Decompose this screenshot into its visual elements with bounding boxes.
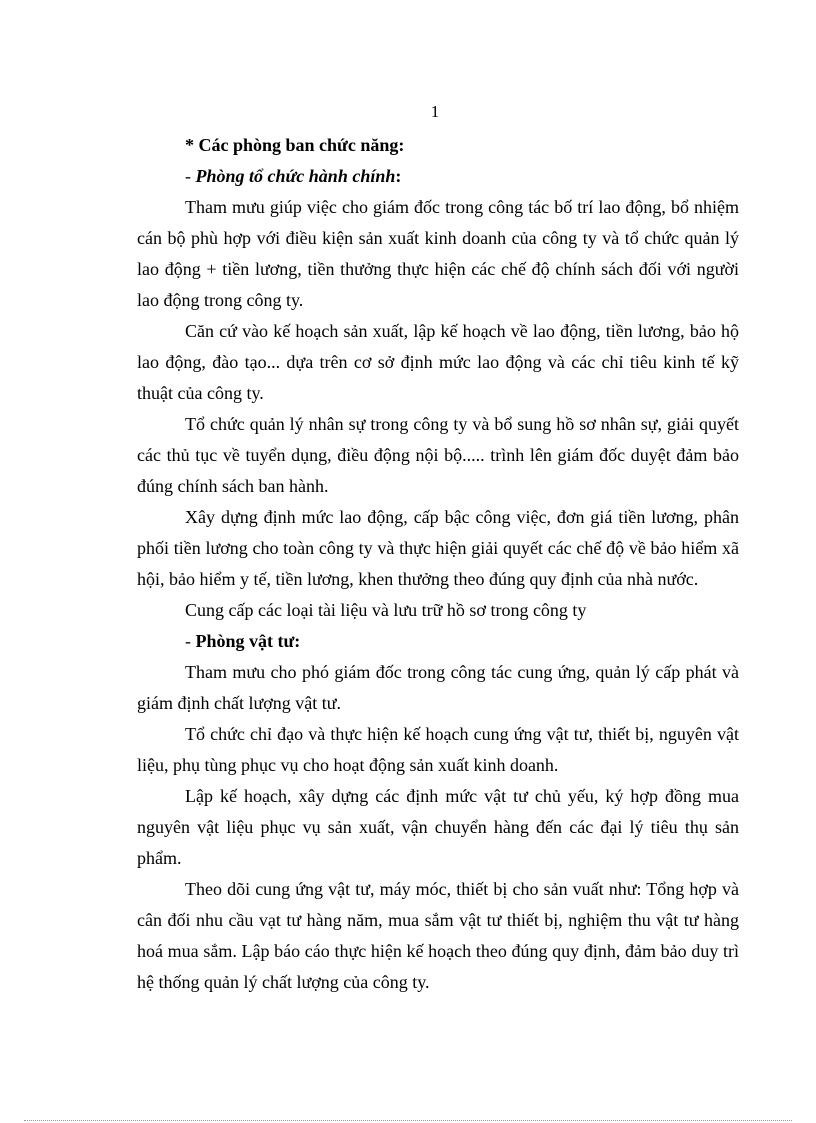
- paragraph: Tham mưu cho phó giám đốc trong công tác cung ứng, quản lý cấp phát và giám định chất lượng vật tư.: [137, 662, 739, 713]
- department-heading-materials: [137, 626, 739, 657]
- page-bottom-divider: [24, 1120, 792, 1121]
- paragraph: Xây dựng định mức lao động, cấp bậc công việc, đơn giá tiền lương, phân phối tiền lương cho toàn công ty và thực hiện giải quyết các chế độ về bảo hiểm xã hội, bảo hiểm y tế, tiền lương, khen thưởng theo đúng quy định của nhà nước.: [137, 507, 739, 589]
- paragraph: Tổ chức chỉ đạo và thực hiện kế hoạch cung ứng vật tư, thiết bị, nguyên vật liệu, phụ tùng phục vụ cho hoạt động sản xuất kinh doanh.: [137, 724, 739, 775]
- heading-colon: :: [395, 166, 402, 186]
- page-number: 1: [430, 102, 440, 121]
- paragraph: Lập kế hoạch, xây dựng các định mức vật tư chủ yếu, ký hợp đồng mua nguyên vật liệu phục vụ sản xuất, vận chuyển hàng đến các đại lý tiêu thụ sản phẩm.: [137, 786, 739, 868]
- paragraph: Theo dõi cung ứng vật tư, máy móc, thiết bị cho sản vuất như: Tổng hợp và cân đối nhu cầu vạt tư hàng năm, mua sắm vật tư thiết bị, nghiệm thu vật tư hàng hoá mua sắm. Lập báo cáo thực hiện kế hoạch theo đúng quy định, đảm bảo duy trì hệ thống quản lý chất lượng của công ty.: [137, 879, 739, 992]
- paragraph: Tổ chức quản lý nhân sự trong công ty và bổ sung hồ sơ nhân sự, giải quyết các thủ tục về tuyển dụng, điều động nội bộ..... trình lên giám đốc duyệt đảm bảo đúng chính sách ban hành.: [137, 414, 739, 496]
- heading-dash: -: [185, 631, 196, 651]
- document-body: [137, 130, 739, 998]
- paragraph: Căn cứ vào kế hoạch sản xuất, lập kế hoạch về lao động, tiền lương, bảo hộ lao động, đào tạo... dựa trên cơ sở định mức lao động và các chỉ tiêu kinh tế kỹ thuật của công ty.: [137, 321, 739, 403]
- heading-dash: -: [185, 166, 196, 186]
- paragraph: Cung cấp các loại tài liệu và lưu trữ hồ sơ trong công ty: [185, 600, 587, 620]
- department-name: Phòng vật tư:: [195, 631, 301, 651]
- department-heading-admin: [137, 161, 739, 192]
- section-heading: * Các phòng ban chức năng:: [185, 135, 405, 155]
- department-name: Phòng tổ chức hành chính: [195, 166, 396, 186]
- paragraph: Tham mưu giúp việc cho giám đốc trong công tác bố trí lao động, bổ nhiệm cán bộ phù hợp với điều kiện sản xuất kinh doanh của công ty và tổ chức quản lý lao động + tiền lương, tiền thưởng thực hiện các chế độ chính sách đối với người lao động trong công ty.: [137, 197, 739, 310]
